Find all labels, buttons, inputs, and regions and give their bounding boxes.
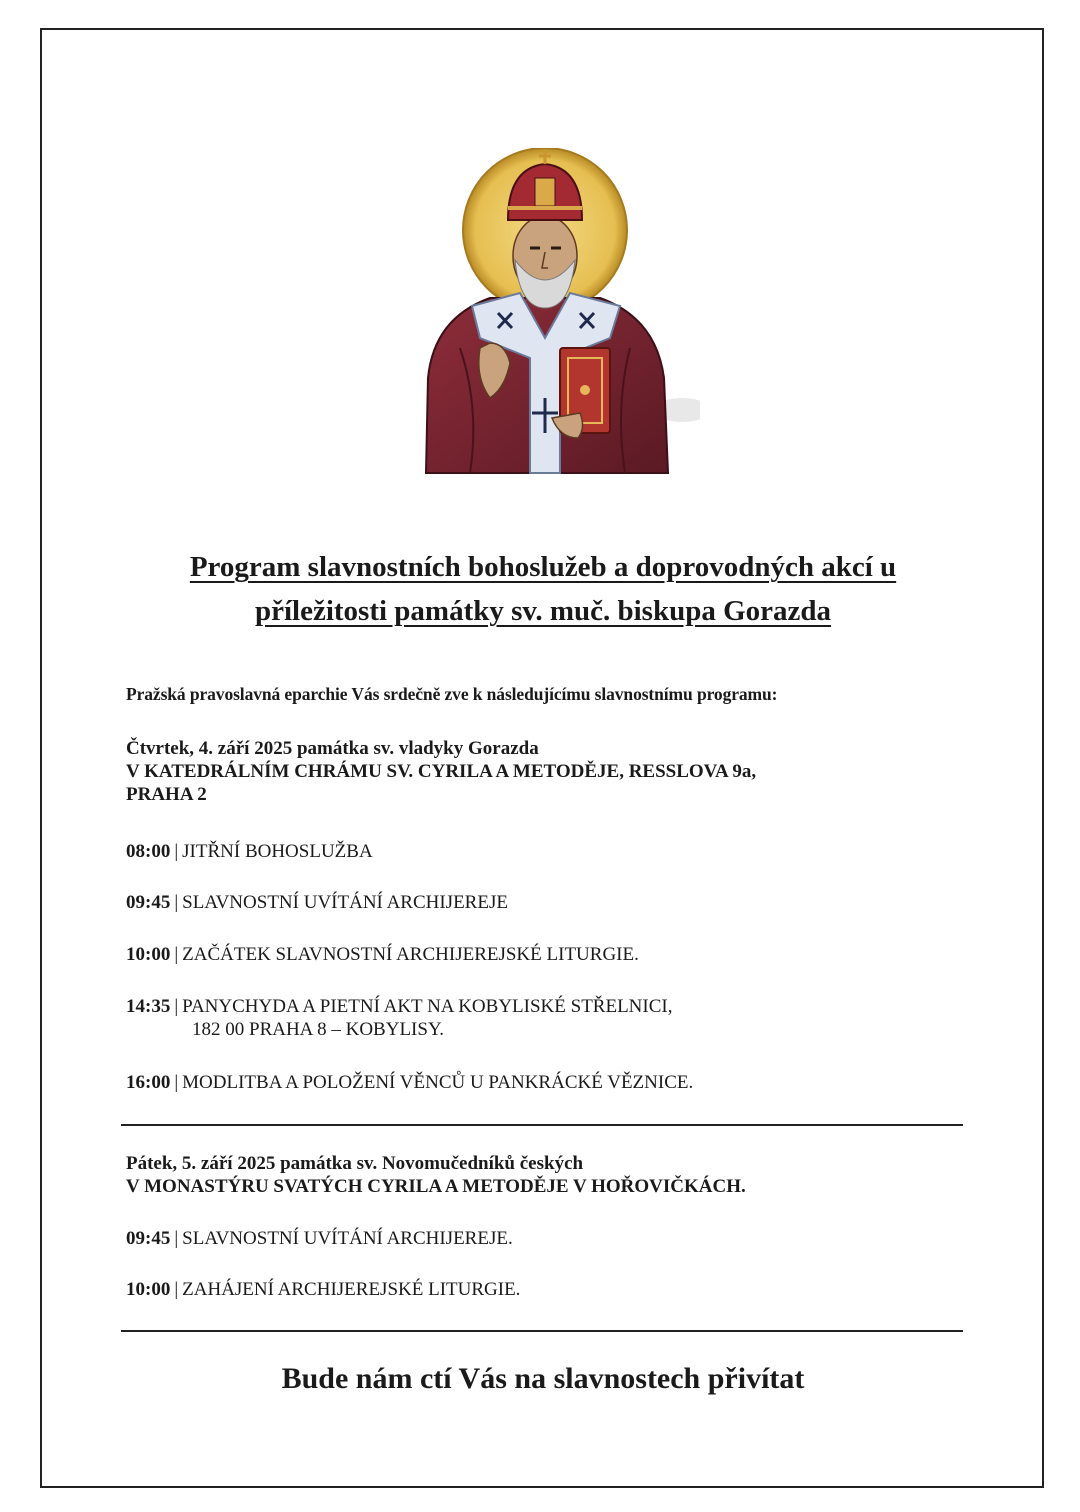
day-2-place: V MONASTÝRU SVATÝCH CYRILA A METODĚJE V HOŘOVIČKÁCH. bbox=[126, 1176, 746, 1197]
event-row bbox=[126, 943, 1006, 966]
event-text: JITŘNÍ BOHOSLUŽBA bbox=[182, 841, 373, 862]
event-row bbox=[126, 891, 1006, 914]
divider bbox=[121, 1124, 963, 1126]
event-row bbox=[126, 1227, 1006, 1250]
separator: | bbox=[174, 996, 179, 1017]
divider bbox=[121, 1330, 963, 1332]
event-text: SLAVNOSTNÍ UVÍTÁNÍ ARCHIJEREJE. bbox=[182, 1228, 513, 1249]
event-row bbox=[126, 1071, 1006, 1094]
saint-icon bbox=[420, 148, 700, 478]
event-text: ZAHÁJENÍ ARCHIJEREJSKÉ LITURGIE. bbox=[182, 1279, 521, 1300]
event-text: SLAVNOSTNÍ UVÍTÁNÍ ARCHIJEREJE bbox=[182, 892, 508, 913]
title-line-2: příležitosti památky sv. muč. biskupa Gorazda bbox=[254, 595, 832, 627]
separator: | bbox=[174, 1279, 179, 1300]
title-line-1: Program slavnostních bohoslužeb a doprovodných akcí u bbox=[189, 551, 897, 583]
event-text-cont: 182 00 PRAHA 8 – KOBYLISY. bbox=[192, 1019, 444, 1040]
separator: | bbox=[174, 892, 179, 913]
event-text: MODLITBA A POLOŽENÍ VĚNCŮ U PANKRÁCKÉ VĚZNICE. bbox=[182, 1072, 694, 1093]
event-text: ZAČÁTEK SLAVNOSTNÍ ARCHIJEREJSKÉ LITURGIE. bbox=[182, 944, 639, 965]
event-time: 10:00 bbox=[126, 1279, 171, 1300]
day-1-date: Čtvrtek, 4. září 2025 památka sv. vladyky Gorazda bbox=[126, 738, 539, 759]
event-time: 10:00 bbox=[126, 944, 171, 965]
day-2-header bbox=[126, 1152, 1006, 1198]
invitation-text: Pražská pravoslavná eparchie Vás srdečně zve k následujícímu slavnostnímu programu: bbox=[126, 684, 778, 704]
separator: | bbox=[174, 841, 179, 862]
day-1-header bbox=[126, 737, 1006, 806]
event-time: 08:00 bbox=[126, 841, 171, 862]
separator: | bbox=[174, 944, 179, 965]
event-row bbox=[126, 840, 1006, 863]
page-title bbox=[60, 545, 1026, 633]
separator: | bbox=[174, 1072, 179, 1093]
event-row bbox=[126, 995, 1006, 1041]
day-2-date: Pátek, 5. září 2025 památka sv. Novomučedníků českých bbox=[126, 1153, 584, 1174]
day-1-place: V KATEDRÁLNÍM CHRÁMU SV. CYRILA A METODĚJE, RESSLOVA 9a, bbox=[126, 761, 757, 782]
event-text: PANYCHYDA A PIETNÍ AKT NA KOBYLISKÉ STŘELNICI, bbox=[182, 996, 673, 1017]
day-1-place-cont: PRAHA 2 bbox=[126, 784, 207, 805]
event-time: 16:00 bbox=[126, 1072, 171, 1093]
closing-text: Bude nám ctí Vás na slavnostech přivítat bbox=[281, 1362, 805, 1395]
event-row bbox=[126, 1278, 1006, 1301]
separator: | bbox=[174, 1228, 179, 1249]
event-time: 14:35 bbox=[126, 996, 171, 1017]
event-time: 09:45 bbox=[126, 892, 171, 913]
event-time: 09:45 bbox=[126, 1228, 171, 1249]
